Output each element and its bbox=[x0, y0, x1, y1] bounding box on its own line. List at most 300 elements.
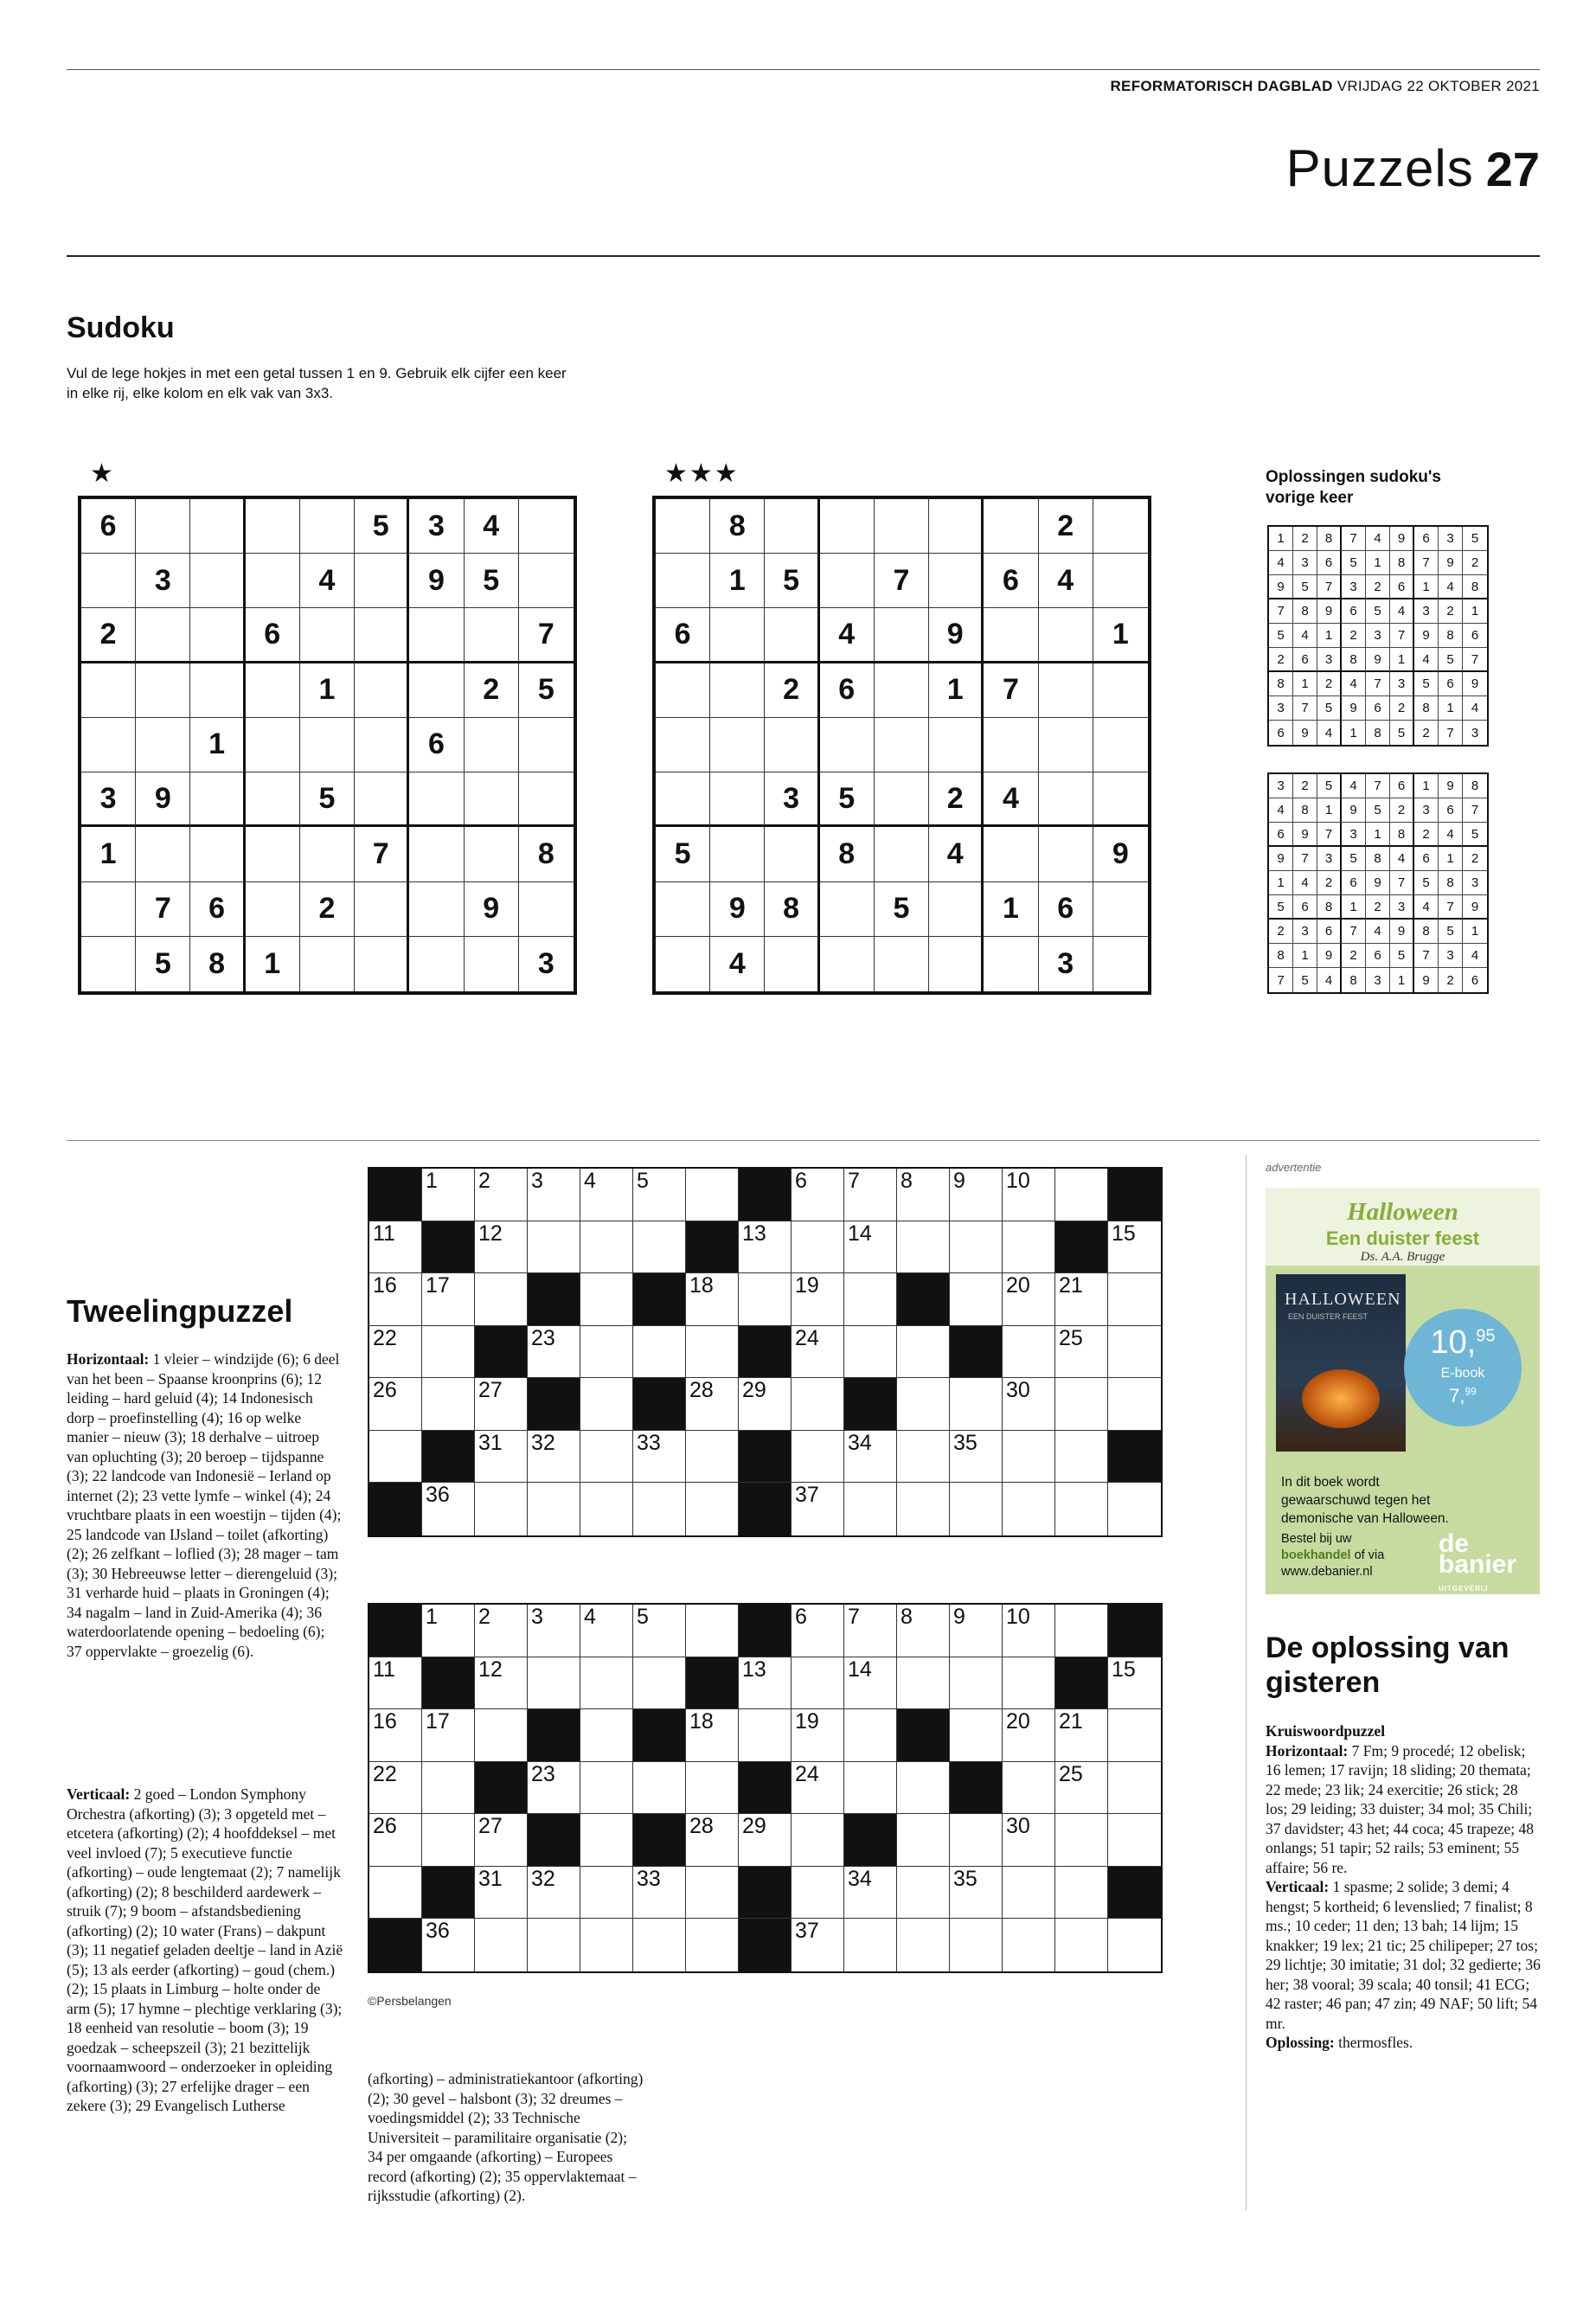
sudoku-cell[interactable] bbox=[820, 554, 875, 608]
crossword-cell[interactable] bbox=[897, 1919, 950, 1971]
crossword-cell[interactable] bbox=[580, 1431, 633, 1484]
sudoku-cell[interactable]: 3 bbox=[81, 772, 136, 827]
sudoku-cell[interactable]: 8 bbox=[765, 882, 819, 937]
crossword-cell[interactable] bbox=[528, 1657, 580, 1710]
sudoku-cell[interactable] bbox=[465, 718, 519, 772]
crossword-cell[interactable] bbox=[792, 1814, 844, 1867]
sudoku-cell[interactable] bbox=[300, 608, 355, 663]
crossword-cell[interactable] bbox=[739, 1814, 792, 1867]
sudoku-cell[interactable]: 7 bbox=[136, 882, 190, 937]
sudoku-cell[interactable] bbox=[246, 718, 300, 772]
crossword-cell[interactable] bbox=[792, 1919, 844, 1971]
crossword-cell[interactable] bbox=[686, 1431, 739, 1484]
crossword-cell[interactable] bbox=[792, 1221, 844, 1274]
crossword-cell[interactable] bbox=[950, 1919, 1003, 1971]
sudoku-cell[interactable]: 2 bbox=[1039, 499, 1093, 554]
sudoku-cell[interactable] bbox=[875, 937, 929, 991]
sudoku-cell[interactable]: 1 bbox=[929, 663, 984, 718]
crossword-cell[interactable] bbox=[422, 1814, 475, 1867]
crossword-cell[interactable] bbox=[528, 1431, 580, 1484]
crossword-cell[interactable] bbox=[475, 1657, 528, 1710]
sudoku-cell[interactable] bbox=[1093, 554, 1148, 608]
sudoku-cell[interactable]: 9 bbox=[710, 882, 765, 937]
crossword-cell[interactable] bbox=[792, 1326, 844, 1379]
crossword-cell[interactable] bbox=[686, 1762, 739, 1815]
crossword-cell[interactable] bbox=[1108, 1326, 1161, 1379]
crossword-cell[interactable] bbox=[422, 1378, 475, 1431]
crossword-cell[interactable] bbox=[475, 1221, 528, 1274]
crossword-cell[interactable] bbox=[739, 1378, 792, 1431]
sudoku-cell[interactable]: 9 bbox=[409, 554, 464, 608]
crossword-cell[interactable] bbox=[1003, 1709, 1055, 1762]
crossword-cell[interactable] bbox=[844, 1919, 897, 1971]
sudoku-cell[interactable] bbox=[765, 608, 819, 663]
crossword-cell[interactable] bbox=[475, 1378, 528, 1431]
sudoku-cell[interactable] bbox=[246, 663, 300, 718]
crossword-cell[interactable] bbox=[739, 1273, 792, 1326]
sudoku-cell[interactable] bbox=[765, 937, 819, 991]
crossword-cell[interactable] bbox=[1055, 1483, 1108, 1535]
sudoku-cell[interactable] bbox=[519, 718, 574, 772]
crossword-cell[interactable] bbox=[580, 1483, 633, 1535]
sudoku-cell[interactable]: 6 bbox=[81, 499, 136, 554]
crossword-cell[interactable] bbox=[633, 1605, 686, 1657]
crossword-cell[interactable] bbox=[528, 1867, 580, 1920]
sudoku-cell[interactable] bbox=[1039, 827, 1093, 881]
sudoku-cell[interactable]: 8 bbox=[519, 827, 574, 881]
crossword-cell[interactable] bbox=[633, 1657, 686, 1710]
crossword-cell[interactable] bbox=[792, 1378, 844, 1431]
crossword-cell[interactable] bbox=[580, 1605, 633, 1657]
sudoku-cell[interactable] bbox=[875, 718, 929, 772]
sudoku-cell[interactable]: 3 bbox=[765, 772, 819, 827]
sudoku-cell[interactable]: 8 bbox=[190, 937, 245, 991]
crossword-cell[interactable] bbox=[475, 1431, 528, 1484]
sudoku-cell[interactable] bbox=[409, 663, 464, 718]
crossword-cell[interactable] bbox=[844, 1431, 897, 1484]
sudoku-cell[interactable]: 4 bbox=[710, 937, 765, 991]
sudoku-cell[interactable]: 7 bbox=[984, 663, 1038, 718]
crossword-cell[interactable] bbox=[686, 1483, 739, 1535]
sudoku-cell[interactable] bbox=[136, 718, 190, 772]
sudoku-cell[interactable] bbox=[1039, 718, 1093, 772]
crossword-cell[interactable] bbox=[686, 1867, 739, 1920]
crossword-cell[interactable] bbox=[686, 1326, 739, 1379]
crossword-cell[interactable] bbox=[686, 1378, 739, 1431]
crossword-cell[interactable] bbox=[528, 1919, 580, 1971]
sudoku-cell[interactable] bbox=[929, 499, 984, 554]
crossword-cell[interactable] bbox=[422, 1273, 475, 1326]
sudoku-cell[interactable] bbox=[519, 499, 574, 554]
crossword-cell[interactable] bbox=[475, 1273, 528, 1326]
crossword-cell[interactable] bbox=[686, 1605, 739, 1657]
crossword-cell[interactable] bbox=[475, 1483, 528, 1535]
sudoku-cell[interactable] bbox=[656, 499, 710, 554]
sudoku-cell[interactable] bbox=[875, 772, 929, 827]
sudoku-cell[interactable] bbox=[465, 608, 519, 663]
sudoku-cell[interactable] bbox=[1093, 718, 1148, 772]
sudoku-cell[interactable]: 3 bbox=[537, 946, 554, 980]
crossword-cell[interactable] bbox=[528, 1605, 580, 1657]
sudoku-cell[interactable] bbox=[355, 772, 409, 827]
sudoku-cell[interactable]: 2 bbox=[929, 772, 984, 827]
sudoku-cell[interactable] bbox=[246, 827, 300, 881]
sudoku-cell[interactable]: 4 bbox=[820, 608, 875, 663]
crossword-cell[interactable] bbox=[1003, 1657, 1055, 1710]
sudoku-cell[interactable] bbox=[519, 554, 574, 608]
crossword-cell[interactable] bbox=[633, 1221, 686, 1274]
sudoku-cell[interactable] bbox=[1039, 772, 1093, 827]
crossword-cell[interactable] bbox=[580, 1762, 633, 1815]
sudoku-cell[interactable] bbox=[355, 937, 409, 991]
sudoku-cell[interactable] bbox=[519, 772, 574, 827]
crossword-cell[interactable] bbox=[1108, 1273, 1161, 1326]
crossword-cell[interactable] bbox=[844, 1326, 897, 1379]
sudoku-cell[interactable] bbox=[355, 718, 409, 772]
crossword-cell[interactable] bbox=[897, 1169, 950, 1221]
sudoku-cell[interactable] bbox=[984, 937, 1038, 991]
crossword-cell[interactable] bbox=[1003, 1814, 1055, 1867]
sudoku-cell[interactable] bbox=[1093, 499, 1148, 554]
crossword-cell[interactable] bbox=[633, 1483, 686, 1535]
crossword-cell[interactable] bbox=[633, 1919, 686, 1971]
sudoku-cell[interactable]: 5 bbox=[300, 772, 355, 827]
crossword-cell[interactable] bbox=[422, 1326, 475, 1379]
sudoku-cell[interactable] bbox=[710, 827, 765, 881]
advertisement[interactable] bbox=[1266, 1188, 1540, 1594]
crossword-cell[interactable] bbox=[950, 1273, 1003, 1326]
crossword-cell[interactable] bbox=[1055, 1431, 1108, 1484]
crossword-cell[interactable] bbox=[686, 1919, 739, 1971]
sudoku-cell[interactable]: 6 bbox=[656, 608, 710, 663]
sudoku-cell[interactable]: 9 bbox=[929, 608, 984, 663]
sudoku-cell[interactable] bbox=[190, 608, 245, 663]
sudoku-cell[interactable] bbox=[355, 608, 409, 663]
crossword-cell[interactable] bbox=[369, 1814, 422, 1867]
crossword-cell[interactable] bbox=[369, 1378, 422, 1431]
sudoku-cell[interactable]: 1 bbox=[300, 663, 355, 718]
sudoku-cell[interactable] bbox=[710, 608, 765, 663]
crossword-cell[interactable] bbox=[897, 1431, 950, 1484]
crossword-cell[interactable] bbox=[686, 1169, 739, 1221]
sudoku-cell[interactable] bbox=[875, 663, 929, 718]
sudoku-cell[interactable] bbox=[820, 882, 875, 937]
crossword-cell[interactable] bbox=[950, 1483, 1003, 1535]
crossword-cell[interactable] bbox=[844, 1221, 897, 1274]
crossword-cell[interactable] bbox=[1003, 1867, 1055, 1920]
crossword-cell[interactable] bbox=[1108, 1762, 1161, 1815]
sudoku-cell[interactable] bbox=[465, 827, 519, 881]
crossword-cell[interactable] bbox=[792, 1867, 844, 1920]
sudoku-cell[interactable] bbox=[765, 827, 819, 881]
crossword-cell[interactable] bbox=[1003, 1762, 1055, 1815]
crossword-cell[interactable] bbox=[1003, 1919, 1055, 1971]
crossword-cell[interactable] bbox=[844, 1709, 897, 1762]
crossword-cell[interactable] bbox=[844, 1273, 897, 1326]
crossword-cell[interactable] bbox=[844, 1169, 897, 1221]
crossword-cell[interactable] bbox=[422, 1169, 475, 1221]
crossword-cell[interactable] bbox=[844, 1867, 897, 1920]
sudoku-cell[interactable] bbox=[984, 827, 1038, 881]
sudoku-cell[interactable] bbox=[409, 827, 464, 881]
crossword-cell[interactable] bbox=[844, 1483, 897, 1535]
sudoku-cell[interactable] bbox=[710, 663, 765, 718]
crossword-cell[interactable] bbox=[950, 1605, 1003, 1657]
crossword-cell[interactable] bbox=[792, 1762, 844, 1815]
crossword-cell[interactable] bbox=[475, 1709, 528, 1762]
crossword-cell[interactable] bbox=[1055, 1605, 1108, 1657]
crossword-cell[interactable] bbox=[1003, 1221, 1055, 1274]
sudoku-cell[interactable] bbox=[355, 554, 409, 608]
sudoku-cell[interactable] bbox=[929, 718, 984, 772]
crossword-cell[interactable] bbox=[1003, 1273, 1055, 1326]
crossword-cell[interactable] bbox=[792, 1657, 844, 1710]
sudoku-cell[interactable] bbox=[1093, 772, 1148, 827]
sudoku-cell[interactable]: 5 bbox=[355, 499, 409, 554]
sudoku-cell[interactable]: 5 bbox=[765, 554, 819, 608]
crossword-cell[interactable] bbox=[792, 1431, 844, 1484]
sudoku-cell[interactable] bbox=[300, 718, 355, 772]
sudoku-cell[interactable] bbox=[820, 499, 875, 554]
sudoku-cell[interactable] bbox=[81, 663, 136, 718]
sudoku-cell[interactable] bbox=[710, 718, 765, 772]
crossword-cell[interactable] bbox=[897, 1483, 950, 1535]
crossword-cell[interactable] bbox=[580, 1867, 633, 1920]
crossword-cell[interactable] bbox=[475, 1605, 528, 1657]
crossword-cell[interactable] bbox=[1003, 1483, 1055, 1535]
sudoku-cell[interactable] bbox=[929, 937, 984, 991]
sudoku-cell[interactable]: 5 bbox=[875, 882, 929, 937]
crossword-cell[interactable] bbox=[844, 1605, 897, 1657]
sudoku-cell[interactable] bbox=[656, 718, 710, 772]
crossword-cell[interactable] bbox=[1108, 1483, 1161, 1535]
sudoku-cell[interactable] bbox=[875, 827, 929, 881]
sudoku-cell[interactable]: 6 bbox=[190, 882, 245, 937]
crossword-cell[interactable] bbox=[633, 1326, 686, 1379]
crossword-cell[interactable] bbox=[1003, 1169, 1055, 1221]
sudoku-cell[interactable]: 6 bbox=[820, 663, 875, 718]
sudoku-cell[interactable] bbox=[875, 608, 929, 663]
crossword-cell[interactable] bbox=[580, 1709, 633, 1762]
crossword-cell[interactable] bbox=[1108, 1657, 1161, 1710]
crossword-cell[interactable] bbox=[792, 1169, 844, 1221]
crossword-cell[interactable] bbox=[950, 1709, 1003, 1762]
sudoku-cell[interactable]: 9 bbox=[1093, 827, 1148, 881]
crossword-cell[interactable] bbox=[1055, 1814, 1108, 1867]
crossword-cell[interactable] bbox=[580, 1378, 633, 1431]
sudoku-cell[interactable]: 6 bbox=[984, 554, 1038, 608]
sudoku-cell[interactable]: 1 bbox=[984, 882, 1038, 937]
sudoku-cell[interactable] bbox=[656, 554, 710, 608]
crossword-cell[interactable] bbox=[422, 1605, 475, 1657]
crossword-cell[interactable] bbox=[792, 1483, 844, 1535]
crossword-cell[interactable] bbox=[528, 1483, 580, 1535]
crossword-cell[interactable] bbox=[897, 1814, 950, 1867]
crossword-cell[interactable] bbox=[369, 1709, 422, 1762]
sudoku-cell[interactable] bbox=[190, 554, 245, 608]
bookshop-link[interactable]: boekhandel bbox=[1281, 1548, 1351, 1562]
crossword-cell[interactable] bbox=[739, 1221, 792, 1274]
sudoku-cell[interactable] bbox=[190, 772, 245, 827]
sudoku-cell[interactable] bbox=[656, 663, 710, 718]
sudoku-cell[interactable] bbox=[820, 718, 875, 772]
crossword-cell[interactable] bbox=[528, 1169, 580, 1221]
crossword-cell[interactable] bbox=[369, 1273, 422, 1326]
advert-url-link[interactable]: www.debanier.nl bbox=[1281, 1565, 1373, 1579]
sudoku-cell[interactable] bbox=[1093, 937, 1148, 991]
crossword-cell[interactable] bbox=[844, 1657, 897, 1710]
crossword-cell[interactable] bbox=[528, 1326, 580, 1379]
crossword-cell[interactable] bbox=[580, 1221, 633, 1274]
crossword-cell[interactable] bbox=[1055, 1169, 1108, 1221]
sudoku-cell[interactable]: 3 bbox=[409, 499, 464, 554]
crossword-cell[interactable] bbox=[1055, 1867, 1108, 1920]
crossword-cell[interactable] bbox=[1108, 1709, 1161, 1762]
crossword-cell[interactable] bbox=[686, 1273, 739, 1326]
sudoku-cell[interactable] bbox=[929, 882, 984, 937]
sudoku-cell[interactable] bbox=[136, 608, 190, 663]
crossword-cell[interactable] bbox=[950, 1814, 1003, 1867]
sudoku-cell[interactable] bbox=[409, 608, 464, 663]
sudoku-cell[interactable]: 4 bbox=[300, 554, 355, 608]
crossword-cell[interactable] bbox=[580, 1657, 633, 1710]
crossword-cell[interactable] bbox=[369, 1431, 422, 1484]
sudoku-cell[interactable]: 7 bbox=[519, 608, 574, 663]
crossword-cell[interactable] bbox=[844, 1762, 897, 1815]
sudoku-cell[interactable]: 5 bbox=[465, 554, 519, 608]
sudoku-cell[interactable]: 6 bbox=[1039, 882, 1093, 937]
sudoku-cell[interactable] bbox=[81, 554, 136, 608]
sudoku-cell[interactable]: 2 bbox=[300, 882, 355, 937]
sudoku-cell[interactable] bbox=[656, 882, 710, 937]
sudoku-cell[interactable]: 1 bbox=[246, 937, 300, 991]
sudoku-cell[interactable] bbox=[246, 499, 300, 554]
crossword-cell[interactable] bbox=[792, 1605, 844, 1657]
sudoku-cell[interactable] bbox=[300, 499, 355, 554]
crossword-cell[interactable] bbox=[1055, 1326, 1108, 1379]
sudoku-cell[interactable] bbox=[246, 772, 300, 827]
crossword-cell[interactable] bbox=[950, 1169, 1003, 1221]
sudoku-cell[interactable]: 5 bbox=[820, 772, 875, 827]
sudoku-cell[interactable] bbox=[81, 718, 136, 772]
sudoku-cell[interactable]: 3 bbox=[1039, 937, 1093, 991]
crossword-cell[interactable] bbox=[422, 1919, 475, 1971]
sudoku-cell[interactable] bbox=[1039, 608, 1093, 663]
sudoku-cell[interactable]: 1 bbox=[1093, 608, 1148, 663]
sudoku-cell[interactable] bbox=[136, 499, 190, 554]
crossword-cell[interactable] bbox=[633, 1867, 686, 1920]
crossword-cell[interactable] bbox=[580, 1326, 633, 1379]
crossword-cell[interactable] bbox=[369, 1657, 422, 1710]
crossword-cell[interactable] bbox=[739, 1709, 792, 1762]
crossword-cell[interactable] bbox=[1003, 1605, 1055, 1657]
crossword-cell[interactable] bbox=[897, 1657, 950, 1710]
sudoku-cell[interactable]: 6 bbox=[409, 718, 464, 772]
sudoku-cell[interactable] bbox=[136, 827, 190, 881]
crossword-cell[interactable] bbox=[1055, 1919, 1108, 1971]
sudoku-cell[interactable] bbox=[656, 937, 710, 991]
crossword-cell[interactable] bbox=[422, 1709, 475, 1762]
crossword-cell[interactable] bbox=[739, 1657, 792, 1710]
sudoku-cell[interactable] bbox=[875, 499, 929, 554]
crossword-cell[interactable] bbox=[580, 1169, 633, 1221]
crossword-cell[interactable] bbox=[475, 1867, 528, 1920]
crossword-cell[interactable] bbox=[422, 1483, 475, 1535]
crossword-cell[interactable] bbox=[1108, 1221, 1161, 1274]
crossword-cell[interactable] bbox=[422, 1762, 475, 1815]
crossword-cell[interactable] bbox=[528, 1762, 580, 1815]
crossword-cell[interactable] bbox=[369, 1326, 422, 1379]
sudoku-cell[interactable]: 4 bbox=[984, 772, 1038, 827]
sudoku-cell[interactable] bbox=[409, 882, 464, 937]
crossword-cell[interactable] bbox=[633, 1431, 686, 1484]
sudoku-cell[interactable]: 3 bbox=[136, 554, 190, 608]
sudoku-cell[interactable]: 7 bbox=[875, 554, 929, 608]
crossword-cell[interactable] bbox=[1055, 1378, 1108, 1431]
crossword-cell[interactable] bbox=[369, 1762, 422, 1815]
crossword-cell[interactable] bbox=[475, 1814, 528, 1867]
crossword-cell[interactable] bbox=[475, 1169, 528, 1221]
sudoku-cell[interactable]: 2 bbox=[465, 663, 519, 718]
crossword-cell[interactable] bbox=[1108, 1814, 1161, 1867]
sudoku-cell[interactable] bbox=[929, 554, 984, 608]
sudoku-cell[interactable] bbox=[355, 663, 409, 718]
crossword-cell[interactable] bbox=[686, 1814, 739, 1867]
crossword-cell[interactable] bbox=[580, 1919, 633, 1971]
crossword-cell[interactable] bbox=[580, 1273, 633, 1326]
sudoku-cell[interactable] bbox=[984, 608, 1038, 663]
crossword-cell[interactable] bbox=[475, 1919, 528, 1971]
sudoku-cell[interactable]: 4 bbox=[929, 827, 984, 881]
sudoku-cell[interactable] bbox=[246, 882, 300, 937]
sudoku-cell[interactable]: 4 bbox=[1039, 554, 1093, 608]
crossword-cell[interactable] bbox=[792, 1273, 844, 1326]
sudoku-cell[interactable]: 5 bbox=[136, 937, 190, 991]
sudoku-cell[interactable]: 1 bbox=[190, 718, 245, 772]
crossword-cell[interactable] bbox=[528, 1221, 580, 1274]
sudoku-cell[interactable] bbox=[519, 882, 574, 937]
sudoku-cell[interactable]: 5 bbox=[519, 663, 574, 718]
crossword-cell[interactable] bbox=[686, 1709, 739, 1762]
crossword-cell[interactable] bbox=[369, 1867, 422, 1920]
sudoku-cell[interactable] bbox=[136, 663, 190, 718]
crossword-cell[interactable] bbox=[633, 1762, 686, 1815]
sudoku-cell[interactable]: 4 bbox=[465, 499, 519, 554]
sudoku-cell[interactable]: 1 bbox=[710, 554, 765, 608]
crossword-cell[interactable] bbox=[1003, 1326, 1055, 1379]
sudoku-cell[interactable]: 8 bbox=[820, 827, 875, 881]
crossword-cell[interactable] bbox=[1108, 1378, 1161, 1431]
sudoku-cell[interactable] bbox=[409, 772, 464, 827]
crossword-cell[interactable] bbox=[950, 1378, 1003, 1431]
sudoku-cell[interactable]: 9 bbox=[465, 882, 519, 937]
crossword-cell[interactable] bbox=[633, 1169, 686, 1221]
sudoku-cell[interactable] bbox=[656, 772, 710, 827]
sudoku-cell[interactable] bbox=[1093, 882, 1148, 937]
sudoku-cell[interactable] bbox=[984, 718, 1038, 772]
sudoku-cell[interactable] bbox=[300, 827, 355, 881]
crossword-cell[interactable] bbox=[897, 1605, 950, 1657]
crossword-cell[interactable] bbox=[1055, 1709, 1108, 1762]
sudoku-cell[interactable] bbox=[81, 882, 136, 937]
sudoku-cell[interactable] bbox=[465, 937, 519, 991]
sudoku-cell[interactable] bbox=[1039, 663, 1093, 718]
crossword-cell[interactable] bbox=[897, 1326, 950, 1379]
sudoku-cell[interactable] bbox=[710, 772, 765, 827]
sudoku-cell[interactable]: 7 bbox=[355, 827, 409, 881]
crossword-cell[interactable] bbox=[950, 1867, 1003, 1920]
crossword-cell[interactable] bbox=[580, 1814, 633, 1867]
